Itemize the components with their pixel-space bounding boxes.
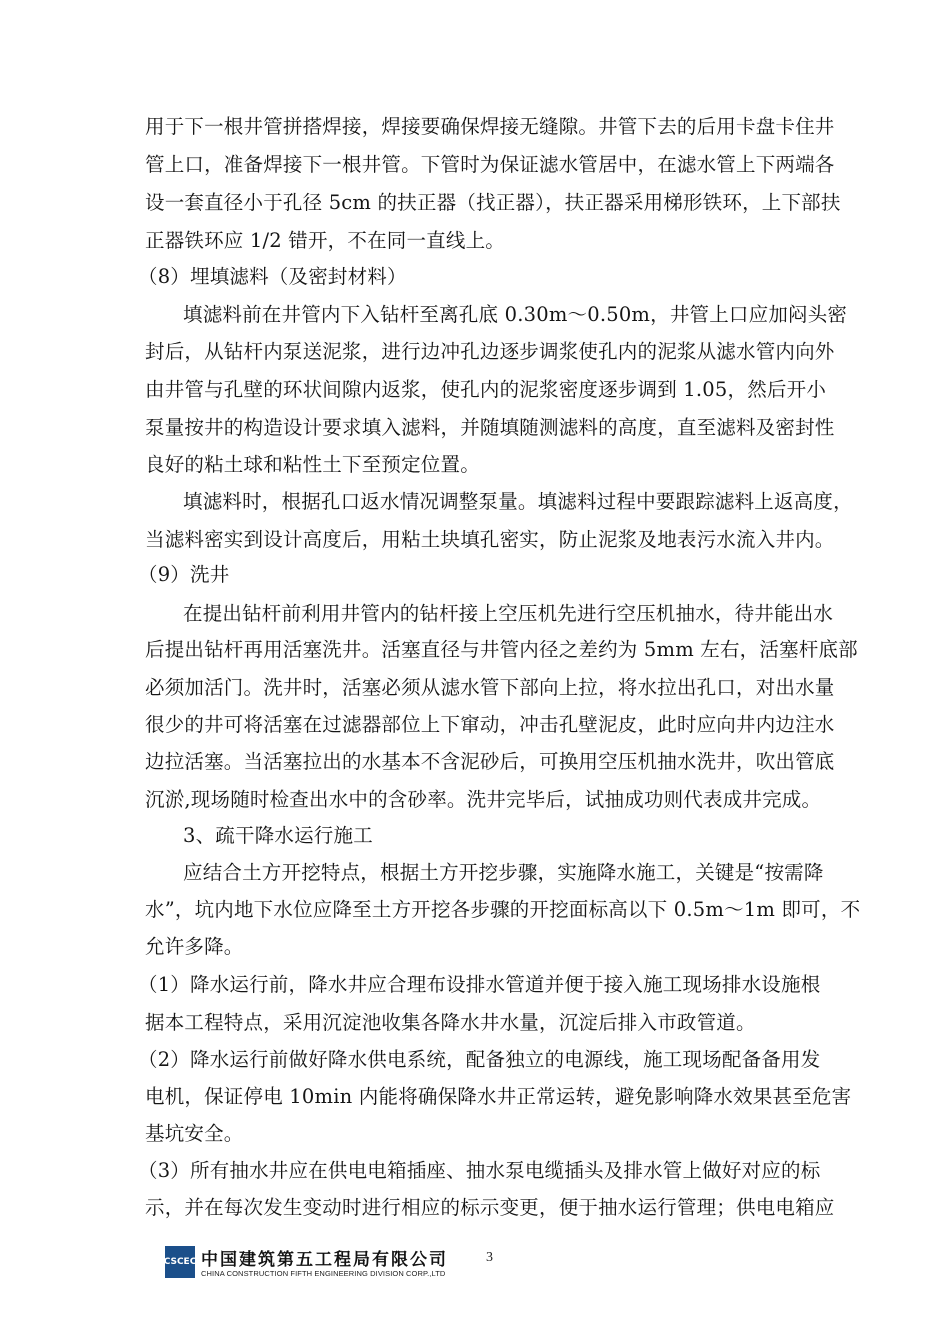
page-number: 3 [486, 1250, 493, 1265]
text-line: 基坑安全。 [145, 1122, 244, 1145]
text-line: 据本工程特点，采用沉淀池收集各降水井水量，沉淀后排入市政管道。 [145, 1011, 756, 1034]
section-heading: （9）洗井 [138, 563, 230, 586]
text-line: 用于下一根井管拼搭焊接，焊接要确保焊接无缝隙。井管下去的后用卡盘卡住井 [145, 115, 835, 138]
text-line: （2）降水运行前做好降水供电系统，配备独立的电源线，施工现场配备备用发 [138, 1048, 821, 1071]
text-line: 应结合土方开挖特点，根据土方开挖步骤，实施降水施工，关键是“按需降 [183, 861, 824, 884]
text-line: 在提出钻杆前利用井管内的钻杆接上空压机先进行空压机抽水，待井能出水 [183, 602, 834, 625]
text-line: 电机，保证停电 10min 内能将确保降水井正常运转，避免影响降水效果甚至危害 [145, 1085, 852, 1108]
text-line: 允许多降。 [145, 935, 244, 958]
text-line: 很少的井可将活塞在过滤器部位上下窜动，冲击孔壁泥皮，此时应向井内边注水 [145, 713, 835, 736]
text-line: 正器铁环应 1/2 错开，不在同一直线上。 [145, 229, 505, 252]
text-line: 封后，从钻杆内泵送泥浆，进行边冲孔边逐步调浆使孔内的泥浆从滤水管内向外 [145, 340, 835, 363]
company-logo: CSCEC [165, 1246, 195, 1278]
text-line: （3）所有抽水井应在供电电箱插座、抽水泵电缆插头及排水管上做好对应的标 [138, 1159, 821, 1182]
text-line: 填滤料前在井管内下入钻杆至离孔底 0.30m～0.50m，井管上口应加闷头密 [183, 303, 848, 326]
text-line: 设一套直径小于孔径 5cm 的扶正器（找正器），扶正器采用梯形铁环，上下部扶 [145, 191, 841, 214]
company-name-en: CHINA CONSTRUCTION FIFTH ENGINEERING DIVISION CORP.,LTD [201, 1269, 446, 1278]
page-footer [165, 1244, 490, 1286]
text-line: 良好的粘土球和粘性土下至预定位置。 [145, 453, 480, 476]
section-heading: （8）埋填滤料（及密封材料） [138, 265, 407, 288]
company-name-cn: 中国建筑第五工程局有限公司 [201, 1250, 448, 1270]
text-line: 示，并在每次发生变动时进行相应的标示变更，便于抽水运行管理；供电电箱应 [145, 1196, 835, 1219]
text-line: 填滤料时，根据孔口返水情况调整泵量。填滤料过程中要跟踪滤料上返高度， [183, 490, 853, 513]
text-line: 后提出钻杆再用活塞洗井。活塞直径与井管内径之差约为 5mm 左右，活塞杆底部 [145, 638, 858, 661]
text-line: 管上口，准备焊接下一根井管。下管时为保证滤水管居中，在滤水管上下两端各 [145, 153, 835, 176]
text-line: 水”，坑内地下水位应降至土方开挖各步骤的开挖面标高以下 0.5m～1m 即可，不 [145, 898, 861, 921]
text-line: 泵量按井的构造设计要求填入滤料，并随填随测滤料的高度，直至滤料及密封性 [145, 416, 835, 439]
text-line: 边拉活塞。当活塞拉出的水基本不含泥砂后，可换用空压机抽水洗井，吹出管底 [145, 750, 835, 773]
text-line: （1）降水运行前，降水井应合理布设排水管道并便于接入施工现场排水设施根 [138, 973, 821, 996]
text-line: 沉淤,现场随时检查出水中的含砂率。洗井完毕后，试抽成功则代表成井完成。 [145, 788, 822, 811]
text-line: 当滤料密实到设计高度后，用粘土块填孔密实，防止泥浆及地表污水流入井内。 [145, 528, 835, 551]
section-heading: 3、疏干降水运行施工 [183, 824, 373, 847]
text-line: 由井管与孔壁的环状间隙内返浆，使孔内的泥浆密度逐步调到 1.05，然后开小 [145, 378, 827, 401]
text-line: 必须加活门。洗井时，活塞必须从滤水管下部向上拉，将水拉出孔口，对出水量 [145, 676, 835, 699]
